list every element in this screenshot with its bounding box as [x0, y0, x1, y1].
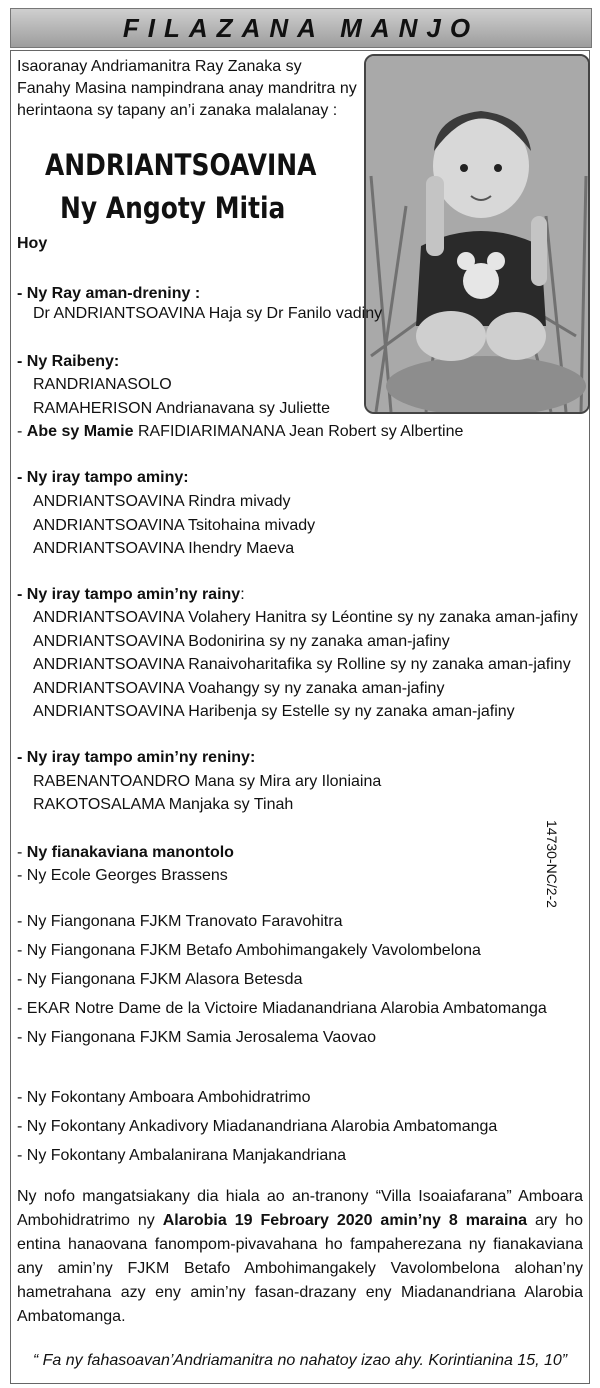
- list-item: ANDRIANTSOAVINA Tsitohaina mivady: [33, 517, 316, 534]
- list-item: ANDRIANTSOAVINA Voahangy sy ny zanaka aman-jafiny: [33, 680, 445, 697]
- church-item: - Ny Fiangonana FJKM Tranovato Faravohitra: [17, 913, 343, 930]
- list-item: RAMAHERISON Andrianavana sy Juliette: [33, 400, 331, 417]
- church-item: - Ny Fiangonana FJKM Alasora Betesda: [17, 971, 303, 988]
- list-item: RABENANTOANDRO Mana sy Mira ary Iloniaina: [33, 773, 382, 790]
- iray-label: - Ny iray tampo aminy:: [17, 469, 189, 486]
- list-item: ANDRIANTSOAVINA Rindra mivady: [33, 493, 291, 510]
- church-item: - Ny Fiangonana FJKM Samia Jerosalema Vaovao: [17, 1029, 376, 1046]
- raibeny-label: - Ny Raibeny:: [17, 353, 120, 370]
- list-item: ANDRIANTSOAVINA Volahery Hanitra sy Léontine sy ny zanaka aman-jafiny: [33, 609, 578, 626]
- child-photo: [364, 54, 590, 414]
- church-item: - EKAR Notre Dame de la Victoire Miadanandriana Alarobia Ambatomanga: [17, 1000, 547, 1017]
- church-item: - Ny Fiangonana FJKM Betafo Ambohimangakely Vavolombelona: [17, 942, 481, 959]
- list-item: ANDRIANTSOAVINA Haribenja sy Estelle sy ny zanaka aman-jafiny: [33, 703, 515, 720]
- rainy-label: - Ny iray tampo amin’ny rainy:: [17, 586, 245, 603]
- deceased-subtitle: Ny Angoty Mitia: [60, 191, 286, 225]
- abe-line: - Abe sy Mamie RAFIDIARIMANANA Jean Robert sy Albertine: [17, 423, 464, 440]
- hoy-label: Hoy: [17, 235, 48, 252]
- list-item: RANDRIANASOLO: [33, 376, 172, 393]
- list-item: ANDRIANTSOAVINA Ranaivoharitafika sy Rolline sy ny zanaka aman-jafiny: [33, 656, 571, 673]
- parents-names: Dr ANDRIANTSOAVINA Haja sy Dr Fanilo vadiny: [33, 305, 383, 322]
- fianakaviana-line: - Ny fianakaviana manontolo: [17, 844, 234, 861]
- fokontany-item: - Ny Fokontany Ankadivory Miadanandriana Alarobia Ambatomanga: [17, 1118, 498, 1135]
- parents-label: - Ny Ray aman-dreniny :: [17, 285, 201, 302]
- closing-paragraph: Ny nofo mangatsiakany dia hiala ao an-tranony “Villa Isoaiafarana” Amboara Ambohidratrimo ny Alarobia 19 Febroary 2020 amin’ny 8 maraina ary ho entina hanaovana fanompom-pivavahana ho fampaherezana ny fianakaviana any amin’ny FJKM Betafo Ambohimangakely Vavolombelona alohan’ny hametrahana azy eny amin’ny fasan-drazany eny Miadanandriana Alarobia Ambatomanga.: [17, 1188, 583, 1325]
- ecole-line: - Ny Ecole Georges Brassens: [17, 867, 228, 884]
- reference-code: 14730-NC/2-2: [544, 820, 560, 908]
- fokontany-item: - Ny Fokontany Ambalanirana Manjakandriana: [17, 1147, 347, 1164]
- fokontany-item: - Ny Fokontany Amboara Ambohidratrimo: [17, 1089, 311, 1106]
- reniny-label: - Ny iray tampo amin’ny reniny:: [17, 749, 256, 766]
- page-title: FILAZANA MANJO: [122, 12, 480, 43]
- child-photo-illustration: [366, 56, 588, 412]
- list-item: RAKOTOSALAMA Manjaka sy Tinah: [33, 796, 294, 813]
- deceased-name: ANDRIANTSOAVINA: [45, 148, 317, 182]
- intro-text: Isaoranay Andriamanitra Ray Zanaka sy Fanahy Masina nampindrana anay mandritra ny herintaona sy tapany an’i zanaka malalanay :: [17, 58, 357, 119]
- header-banner: [10, 8, 592, 48]
- bible-quote: “ Fa ny fahasoavan’Andriamanitra no nahatoy izao ahy. Korintianina 15, 10”: [32, 1352, 568, 1369]
- list-item: ANDRIANTSOAVINA Ihendry Maeva: [33, 540, 295, 557]
- list-item: ANDRIANTSOAVINA Bodonirina sy ny zanaka aman-jafiny: [33, 633, 450, 650]
